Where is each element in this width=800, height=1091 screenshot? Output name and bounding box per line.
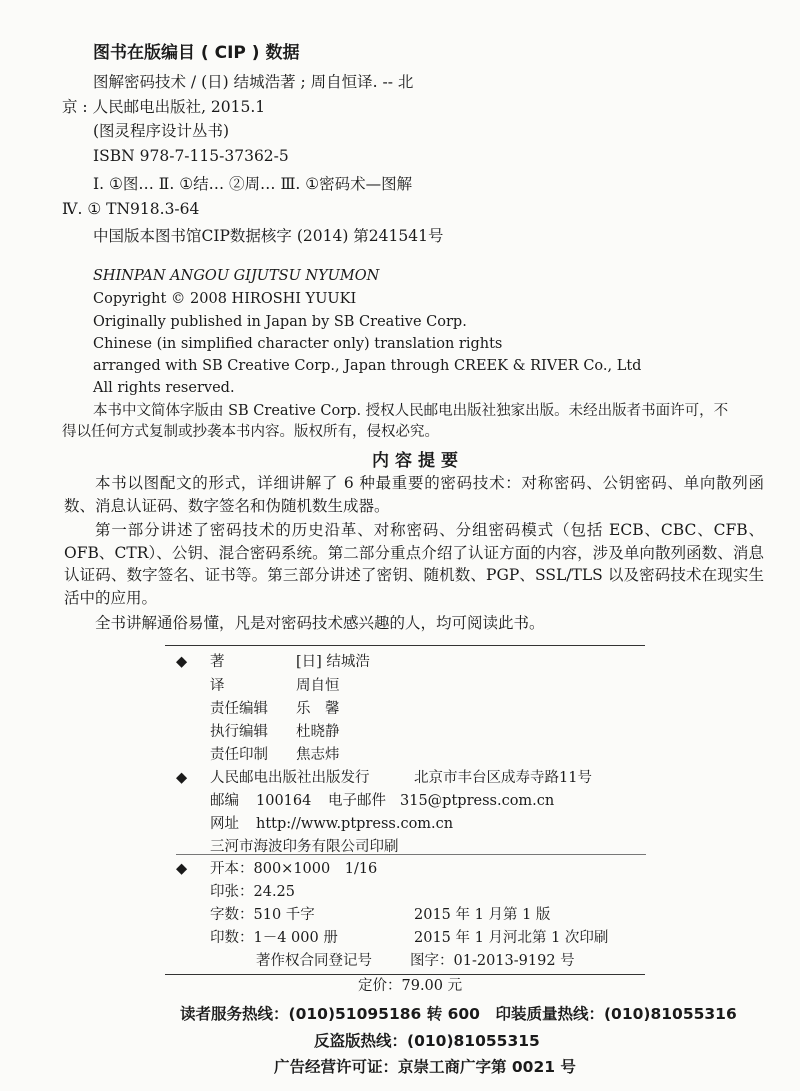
- translator-label: 译: [210, 678, 225, 694]
- abstract-title: 内容提要: [372, 451, 464, 471]
- translator-value: 周自恒: [296, 678, 340, 694]
- anti-piracy-hotline: 反盗版热线：(010)81055315: [314, 1032, 540, 1050]
- print-copies: 印数：1－4 000 册: [210, 930, 338, 946]
- website-label: 网址: [210, 816, 239, 832]
- credits-bottom-rule: [165, 974, 645, 975]
- cip-line-classification: Ⅰ. ①图… Ⅱ. ①结… ②周… Ⅲ. ①密码术—图解: [93, 175, 413, 193]
- print-manager-value: 焦志炜: [296, 747, 340, 763]
- bullet-format: ◆: [176, 861, 188, 877]
- cip-line-3: (图灵程序设计丛书): [93, 122, 230, 140]
- postcode-value: 100164: [256, 793, 312, 809]
- email-value: 315@ptpress.com.cn: [400, 793, 555, 809]
- cip-line-isbn: ISBN 978-7-115-37362-5: [93, 147, 289, 165]
- contract-label: 著作权合同登记号: [256, 953, 372, 969]
- editor-label: 责任编辑: [210, 701, 268, 717]
- print-manager-label: 责任印制: [210, 747, 268, 763]
- advertising-license: 广告经营许可证：京崇工商广字第 0021 号: [274, 1058, 576, 1076]
- copyright-line-1: Copyright © 2008 HIROSHI YUUKI: [93, 291, 357, 307]
- website-value: http://www.ptpress.com.cn: [256, 816, 454, 832]
- credits-mid-rule: [176, 854, 646, 855]
- exec-editor-value: 杜晓静: [296, 724, 340, 740]
- cip-line-class-code: Ⅳ. ① TN918.3-64: [62, 200, 200, 218]
- publisher-address: 北京市丰台区成寿寺路11号: [414, 770, 592, 786]
- cip-title: 图书在版编目 ( CIP ) 数据: [93, 43, 300, 63]
- cip-line-2: 京 : 人民邮电出版社, 2015.1: [62, 98, 266, 116]
- cip-line-1: 图解密码技术 / (日) 结城浩著 ; 周自恒译. -- 北: [93, 73, 414, 91]
- original-title: SHINPAN ANGOU GIJUTSU NYUMON: [93, 268, 380, 284]
- cip-line-cip-number: 中国版本图书馆CIP数据核字 (2014) 第241541号: [93, 227, 444, 245]
- printer: 三河市海波印务有限公司印刷: [210, 839, 399, 855]
- edition: 2015 年 1 月第 1 版: [414, 907, 551, 923]
- bullet-publisher: ◆: [176, 770, 188, 786]
- abstract-paragraph-3: 全书讲解通俗易懂，凡是对密码技术感兴趣的人，均可阅读此书。: [95, 614, 545, 632]
- exec-editor-label: 执行编辑: [210, 724, 268, 740]
- bullet-author: ◆: [176, 654, 188, 670]
- reader-hotline: 读者服务热线：(010)51095186 转 600 印装质量热线：(010)81055316: [180, 1005, 737, 1023]
- copyright-line-2: Originally published in Japan by SB Creative Corp.: [93, 314, 467, 330]
- printing-info: 2015 年 1 月河北第 1 次印刷: [414, 930, 609, 946]
- price: 定价：79.00 元: [358, 978, 463, 994]
- postcode-label: 邮编: [210, 793, 239, 809]
- copyright-line-3: Chinese (in simplified character only) translation rights: [93, 336, 503, 352]
- abstract-paragraph-1: 本书以图配文的形式，详细讲解了 6 种最重要的密码技术：对称密码、公钥密码、单向散列函数、消息认证码、数字签名和伪随机数生成器。: [64, 474, 764, 515]
- editor-value: 乐 馨: [296, 701, 340, 717]
- print-sheets: 印张：24.25: [210, 884, 296, 900]
- word-count: 字数：510 千字: [210, 907, 315, 923]
- author-value: [日] 结城浩: [296, 654, 370, 670]
- credits-top-rule: [165, 645, 645, 646]
- email-label: 电子邮件: [328, 793, 386, 809]
- abstract-paragraph-2: 第一部分讲述了密码技术的历史沿革、对称密码、分组密码模式（包括 ECB、CBC、CFB、OFB、CTR）、公钥、混合密码系统。第二部分重点介绍了认证方面的内容，涉及单向散列函数、消息认证码、数字签名、证书等。第三部分讲述了密钥、随机数、PGP、SSL/TLS 以及密码技术在现实生活中的应用。: [64, 521, 764, 607]
- author-label: 著: [210, 654, 225, 670]
- copyright-notice-2: 得以任何方式复制或抄袭本书内容。版权所有，侵权必究。: [62, 424, 439, 440]
- copyright-notice-1: 本书中文简体字版由 SB Creative Corp. 授权人民邮电出版社独家出版。未经出版者书面许可，不: [93, 403, 729, 419]
- copyright-line-4: arranged with SB Creative Corp., Japan through CREEK & RIVER Co., Ltd: [93, 358, 642, 374]
- copyright-line-5: All rights reserved.: [93, 380, 235, 396]
- book-format: 开本：800×1000 1/16: [210, 861, 378, 877]
- publisher: 人民邮电出版社出版发行: [210, 770, 370, 786]
- contract-value: 图字：01-2013-9192 号: [410, 953, 575, 969]
